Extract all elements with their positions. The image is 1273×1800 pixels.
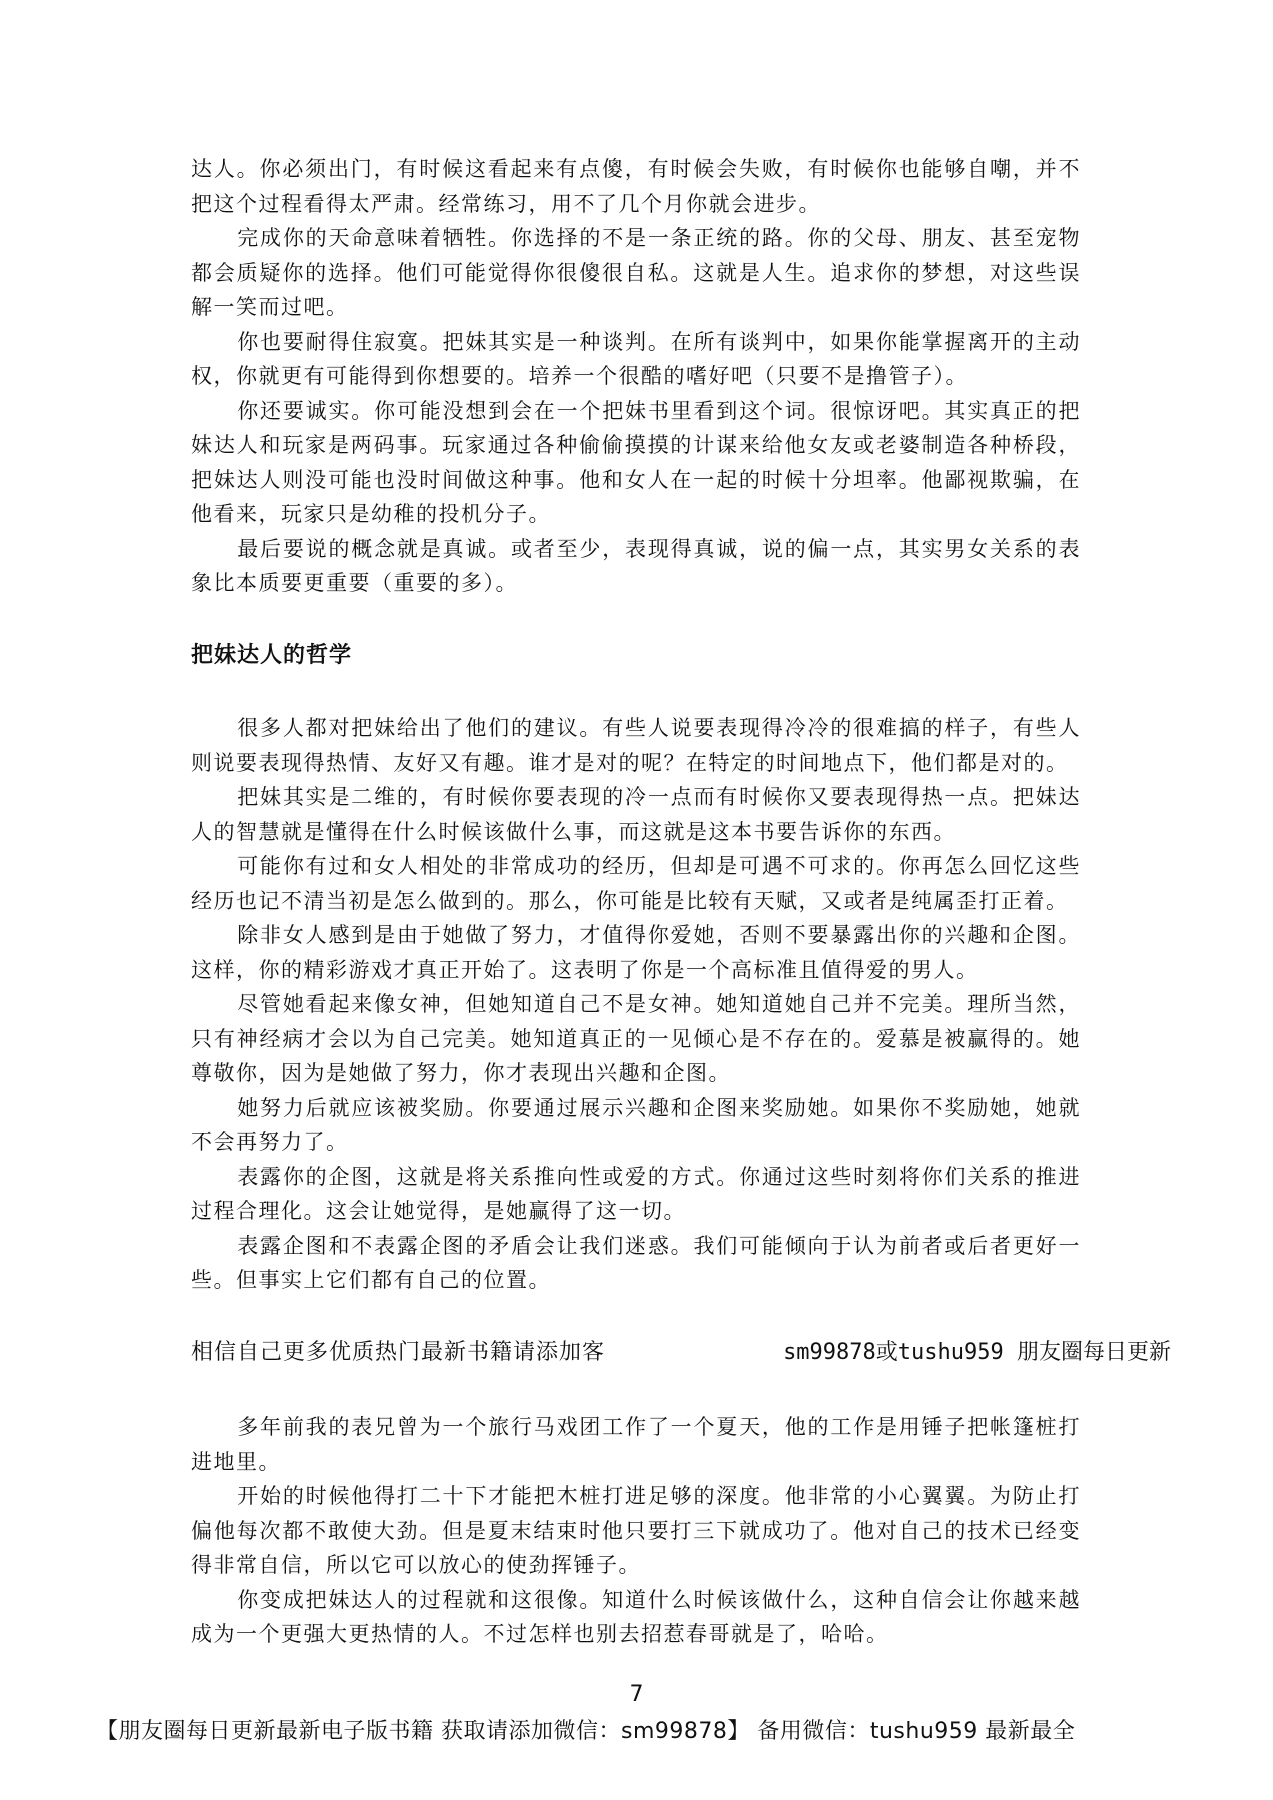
section-confidence: [191, 1410, 1081, 1652]
paragraph: 除非女人感到是由于她做了努力，才值得你爱她，否则不要暴露出你的兴趣和企图。这样，你的精彩游戏才真正开始了。这表明了你是一个高标准且值得爱的男人。: [191, 923, 1081, 982]
paragraph: 你也要耐得住寂寞。把妹其实是一种谈判。在所有谈判中，如果你能掌握离开的主动权，你就更有可能得到你想要的。培养一个很酷的嗜好吧（只要不是撸管子）。: [191, 329, 1081, 388]
paragraph: 尽管她看起来像女神，但她知道自己不是女神。她知道她自己并不完美。理所当然，只有神经病才会以为自己完美。她知道真正的一见倾心是不存在的。爱慕是被赢得的。她尊敬你，因为是她做了努力，你才表现出兴趣和企图。: [191, 992, 1081, 1085]
paragraph: 把妹其实是二维的，有时候你要表现的冷一点而有时候你又要表现得热一点。把妹达人的智慧就是懂得在什么时候该做什么事，而这就是这本书要告诉你的东西。: [191, 785, 1081, 844]
section-heading-left: 相信自己更多优质热门最新书籍请添加客: [191, 1339, 606, 1365]
paragraph: 可能你有过和女人相处的非常成功的经历，但却是可遇不可求的。你再怎么回忆这些经历也记不清当初是怎么做到的。那么，你可能是比较有天赋，又或者是纯属歪打正着。: [191, 854, 1081, 913]
paragraph: 达人。你必须出门，有时候这看起来有点傻，有时候会失败，有时候你也能够自嘲，并不把这个过程看得太严肃。经常练习，用不了几个月你就会进步。: [191, 157, 1081, 216]
section-intro: [191, 152, 1081, 601]
paragraph: 完成你的天命意味着牺牲。你选择的不是一条正统的路。你的父母、朋友、甚至宠物都会质疑你的选择。他们可能觉得你很傻很自私。这就是人生。追求你的梦想，对这些误解一笑而过吧。: [191, 226, 1081, 319]
paragraph: 她努力后就应该被奖励。你要通过展示兴趣和企图来奖励她。如果你不奖励她，她就不会再努力了。: [191, 1095, 1081, 1154]
page-number: 7: [629, 1682, 644, 1707]
paragraph: 多年前我的表兄曾为一个旅行马戏团工作了一个夏天，他的工作是用锤子把帐篷桩打进地里。: [191, 1415, 1081, 1474]
body-text: [191, 152, 1171, 1652]
section-heading: 把妹达人的哲学: [191, 642, 353, 668]
paragraph: 你还要诚实。你可能没想到会在一个把妹书里看到这个词。很惊讶吧。其实真正的把妹达人和玩家是两码事。玩家通过各种偷偷摸摸的计谋来给他女友或老婆制造各种桥段，把妹达人则没可能也没时间做这种事。他和女人在一起的时候十分坦率。他鄙视欺骗，在他看来，玩家只是幼稚的投机分子。: [191, 398, 1081, 526]
paragraph: 表露你的企图，这就是将关系推向性或爱的方式。你通过这些时刻将你们关系的推进过程合理化。这会让她觉得，是她赢得了这一切。: [191, 1164, 1081, 1223]
section-philosophy: [191, 711, 1081, 1298]
section-heading-with-ad: [191, 1336, 1171, 1371]
paragraph: 你变成把妹达人的过程就和这很像。知道什么时候该做什么，这种自信会让你越来越成为一个更强大更热情的人。不过怎样也别去招惹春哥就是了，哈哈。: [191, 1587, 1081, 1646]
ad-text: sm99878或tushu959 朋友圈每日更新: [783, 1339, 1171, 1365]
paragraph: 很多人都对把妹给出了他们的建议。有些人说要表现得冷冷的很难搞的样子，有些人则说要表现得热情、友好又有趣。谁才是对的呢？在特定的时间地点下，他们都是对的。: [191, 716, 1081, 775]
footer-banner: 【朋友圈每日更新最新电子版书籍 获取请添加微信：sm99878】 备用微信：tushu959 最新最全: [96, 1719, 1076, 1744]
paragraph: 开始的时候他得打二十下才能把木桩打进足够的深度。他非常的小心翼翼。为防止打偏他每次都不敢使大劲。但是夏末结束时他只要打三下就成功了。他对自己的技术已经变得非常自信，所以它可以放心的使劲挥锤子。: [191, 1484, 1081, 1577]
paragraph: 最后要说的概念就是真诚。或者至少，表现得真诚，说的偏一点，其实男女关系的表象比本质要更重要（重要的多）。: [191, 536, 1081, 595]
paragraph: 表露企图和不表露企图的矛盾会让我们迷惑。我们可能倾向于认为前者或后者更好一些。但事实上它们都有自己的位置。: [191, 1233, 1081, 1292]
